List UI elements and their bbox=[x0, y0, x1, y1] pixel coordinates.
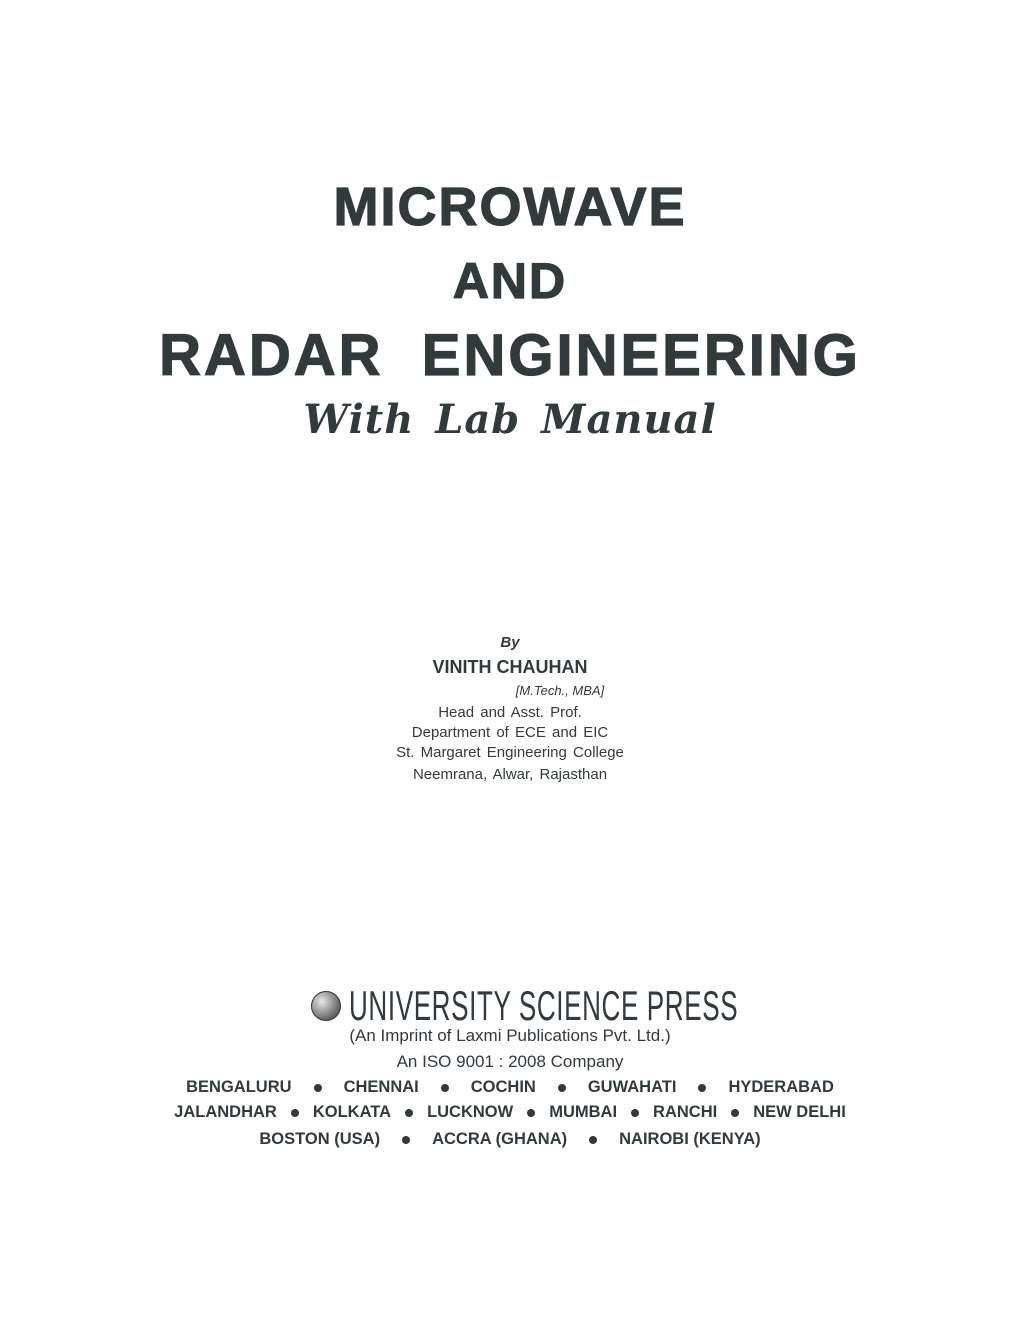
iso-certification: An ISO 9001 : 2008 Company bbox=[396, 1052, 624, 1071]
city-row bbox=[0, 1078, 1020, 1097]
city-name: JALANDHAR bbox=[174, 1103, 277, 1121]
bullet-icon bbox=[314, 1084, 322, 1092]
author-affiliation: St. Margaret Engineering College bbox=[396, 744, 624, 761]
city-name: CHENNAI bbox=[343, 1078, 419, 1096]
city-name: GUWAHATI bbox=[587, 1078, 677, 1096]
subtitle: With Lab Manual bbox=[303, 396, 717, 443]
bullet-icon bbox=[291, 1109, 299, 1117]
author-affiliation: Department of ECE and EIC bbox=[411, 724, 609, 741]
city-name: BENGALURU bbox=[186, 1078, 292, 1096]
author-affiliation: Head and Asst. Prof. bbox=[438, 704, 582, 721]
city-name: COCHIN bbox=[470, 1078, 536, 1096]
bullet-icon bbox=[558, 1084, 566, 1092]
title-line-2: AND bbox=[452, 253, 568, 309]
publisher-imprint: (An Imprint of Laxmi Publications Pvt. Ltd.) bbox=[349, 1026, 671, 1045]
city-row bbox=[0, 1103, 1020, 1122]
publisher-logo bbox=[0, 984, 1020, 1028]
bullet-icon bbox=[631, 1109, 639, 1117]
city-name: RANCHI bbox=[653, 1103, 718, 1121]
city-name: BOSTON (USA) bbox=[259, 1130, 381, 1148]
bullet-icon bbox=[527, 1109, 535, 1117]
bullet-icon bbox=[698, 1084, 706, 1092]
title-line-3: RADAR ENGINEERING bbox=[159, 323, 861, 388]
title-line-1: MICROWAVE bbox=[333, 177, 687, 237]
city-name: MUMBAI bbox=[549, 1103, 618, 1121]
bullet-icon bbox=[589, 1136, 597, 1144]
globe-icon bbox=[311, 991, 341, 1021]
author-qualifications: [M.Tech., MBA] bbox=[515, 683, 605, 698]
city-name: NAIROBI (KENYA) bbox=[619, 1130, 761, 1148]
publisher-name: UNIVERSITY SCIENCE PRESS bbox=[349, 982, 739, 1029]
author-affiliation: Neemrana, Alwar, Rajasthan bbox=[412, 766, 608, 783]
bullet-icon bbox=[405, 1109, 413, 1117]
city-name: HYDERABAD bbox=[728, 1078, 834, 1096]
by-label: By bbox=[500, 634, 520, 651]
bullet-icon bbox=[731, 1109, 739, 1117]
city-name: ACCRA (GHANA) bbox=[432, 1130, 568, 1148]
city-name: LUCKNOW bbox=[427, 1103, 514, 1121]
author-name: VINITH CHAUHAN bbox=[432, 657, 588, 677]
city-row bbox=[0, 1130, 1020, 1149]
city-name: NEW DELHI bbox=[753, 1103, 846, 1121]
bullet-icon bbox=[402, 1136, 410, 1144]
bullet-icon bbox=[441, 1084, 449, 1092]
city-name: KOLKATA bbox=[312, 1103, 392, 1121]
